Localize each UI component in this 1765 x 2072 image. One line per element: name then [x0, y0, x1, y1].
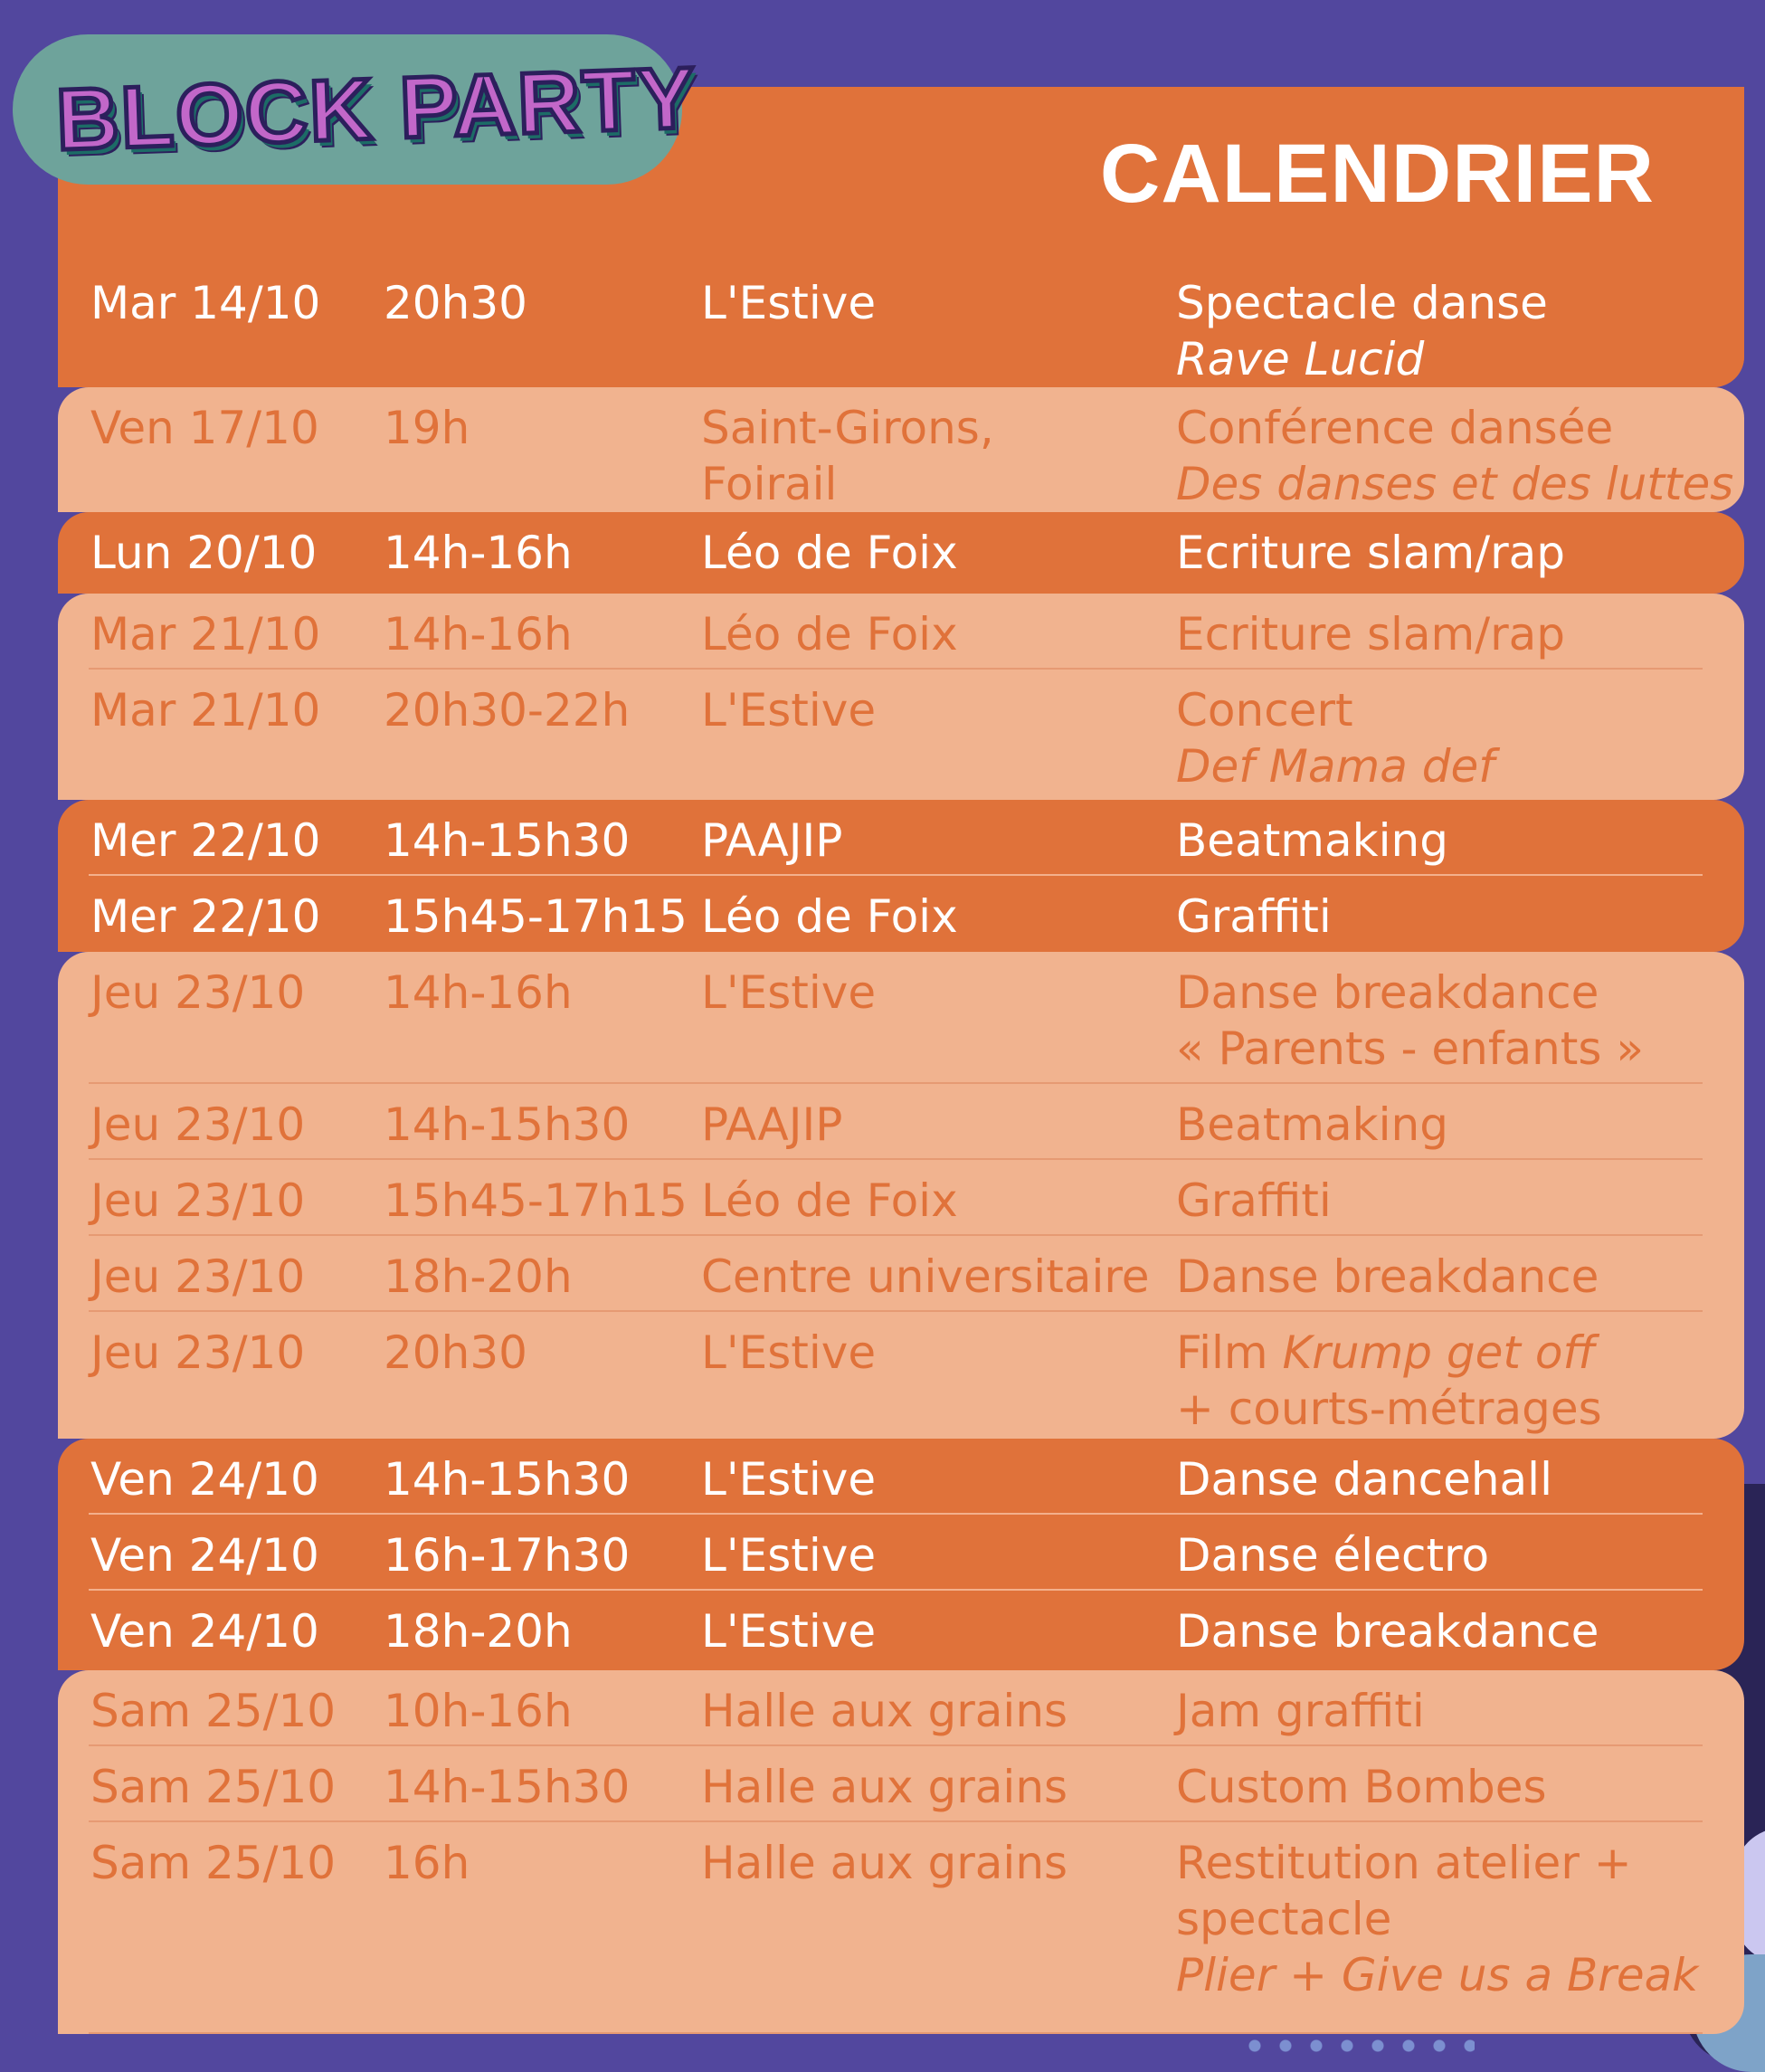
- event-text: Ecriture slam/rap: [1176, 527, 1566, 579]
- event-group: [58, 594, 1744, 800]
- event-title: [1176, 1683, 1425, 1739]
- event-time: 14h-15h30: [384, 1453, 631, 1506]
- logo: BLOCK PARTY: [54, 49, 698, 169]
- event-line: [1176, 889, 1332, 945]
- event-group: [58, 952, 1744, 1439]
- event-line: [1176, 1891, 1698, 1947]
- event-work-title: Krump get off: [1282, 1326, 1596, 1379]
- venue-line: L'Estive: [701, 277, 877, 329]
- event-time: 14h-15h30: [384, 1098, 631, 1151]
- event-venue: [701, 1835, 1068, 1891]
- venue-line: Saint-Girons,: [701, 402, 994, 454]
- event-line: [1176, 1527, 1489, 1583]
- event-line: [1176, 1097, 1448, 1153]
- schedule-row: [58, 1160, 1744, 1236]
- schedule-row: [58, 512, 1744, 594]
- event-text: + courts-métrages: [1176, 1383, 1602, 1435]
- event-title: [1176, 682, 1495, 794]
- event-text: Danse breakdance: [1176, 1605, 1599, 1658]
- venue-line: L'Estive: [701, 1529, 877, 1582]
- event-text: Des danses et des luttes: [1176, 458, 1734, 510]
- event-venue: [701, 1173, 958, 1229]
- event-venue: [701, 813, 842, 869]
- event-text: Graffiti: [1176, 890, 1332, 943]
- event-venue: [701, 1249, 1150, 1305]
- event-text: spectacle: [1176, 1893, 1392, 1945]
- event-time: 16h: [384, 1837, 470, 1889]
- venue-line: Léo de Foix: [701, 608, 958, 661]
- event-date: Jeu 23/10: [90, 1326, 306, 1379]
- event-title: [1176, 1325, 1602, 1437]
- schedule-row: [58, 1236, 1744, 1312]
- schedule-row: [58, 1822, 1744, 2034]
- event-title: [1176, 1835, 1698, 2003]
- event-date: Ven 24/10: [90, 1605, 319, 1658]
- venue-line: L'Estive: [701, 1605, 877, 1658]
- event-date: Mar 21/10: [90, 608, 321, 661]
- event-group: [58, 387, 1744, 512]
- event-group: [58, 800, 1744, 952]
- event-line: [1176, 1603, 1599, 1659]
- event-title: [1176, 1173, 1332, 1229]
- event-time: 15h45-17h15: [384, 890, 688, 943]
- event-venue: [701, 1759, 1068, 1815]
- event-text: « Parents - enfants »: [1176, 1022, 1644, 1075]
- event-date: Ven 24/10: [90, 1453, 319, 1506]
- event-line: [1176, 525, 1565, 581]
- event-text: Conférence dansée: [1176, 402, 1614, 454]
- event-time: 18h-20h: [384, 1605, 573, 1658]
- dots-decoration: [1239, 2032, 1475, 2059]
- page-title: CALENDRIER: [1099, 128, 1655, 220]
- venue-line: L'Estive: [701, 966, 877, 1019]
- venue-line: PAAJIP: [701, 1098, 843, 1151]
- event-time: 14h-15h30: [384, 814, 631, 867]
- event-text: Rave Lucid: [1176, 333, 1425, 385]
- event-text: Plier + Give us a Break: [1176, 1949, 1699, 2001]
- event-group: [58, 1670, 1744, 2034]
- schedule-row: [58, 387, 1744, 512]
- event-text: Concert: [1176, 684, 1353, 737]
- event-time: 14h-16h: [384, 966, 573, 1019]
- venue-line: Halle aux grains: [701, 1685, 1068, 1737]
- venue-line: PAAJIP: [701, 814, 843, 867]
- event-line: [1176, 1451, 1552, 1507]
- venue-line: Léo de Foix: [701, 890, 958, 943]
- event-title: [1176, 606, 1565, 662]
- event-title: [1176, 965, 1644, 1077]
- venue-line: Foirail: [701, 458, 838, 510]
- venue-line: Léo de Foix: [701, 527, 958, 579]
- event-line: [1176, 400, 1733, 456]
- schedule-row: [58, 1439, 1744, 1515]
- event-text: Beatmaking: [1176, 1098, 1448, 1151]
- event-work-title: [1176, 331, 1548, 387]
- event-text: Film: [1176, 1326, 1283, 1379]
- event-date: Mer 22/10: [90, 814, 321, 867]
- event-time: 14h-16h: [384, 608, 573, 661]
- event-title: [1176, 1527, 1489, 1583]
- venue-line: Halle aux grains: [701, 1761, 1068, 1813]
- event-group: [58, 1439, 1744, 1670]
- event-venue: [701, 525, 958, 581]
- event-text: Ecriture slam/rap: [1176, 608, 1566, 661]
- event-line: [1176, 1173, 1332, 1229]
- event-date: Jeu 23/10: [90, 1098, 306, 1151]
- venue-line: L'Estive: [701, 1326, 877, 1379]
- event-title: [1176, 1451, 1552, 1507]
- event-title: [1176, 889, 1332, 945]
- event-line: [1176, 1381, 1602, 1437]
- event-line: [1176, 682, 1495, 738]
- event-date: Lun 20/10: [90, 527, 318, 579]
- schedule-row: [58, 670, 1744, 800]
- event-title: [1176, 400, 1733, 512]
- event-text: Spectacle danse: [1176, 277, 1548, 329]
- schedule-row: [58, 1515, 1744, 1591]
- event-venue: [701, 1683, 1068, 1739]
- event-text: Restitution atelier +: [1176, 1837, 1632, 1889]
- event-group: [58, 512, 1744, 594]
- event-date: Mar 21/10: [90, 684, 321, 737]
- event-line: [1176, 1325, 1602, 1381]
- event-work-title: [1176, 1947, 1698, 2003]
- event-text: Danse électro: [1176, 1529, 1490, 1582]
- event-time: 16h-17h30: [384, 1529, 631, 1582]
- event-venue: [701, 1603, 876, 1659]
- event-time: 20h30-22h: [384, 684, 631, 737]
- event-date: Jeu 23/10: [90, 966, 306, 1019]
- event-line: [1176, 1683, 1425, 1739]
- event-text: Danse breakdance: [1176, 1250, 1599, 1303]
- event-text: Jam graffiti: [1176, 1685, 1425, 1737]
- event-title: [1176, 275, 1548, 387]
- venue-line: Halle aux grains: [701, 1837, 1068, 1889]
- event-venue: [701, 965, 876, 1021]
- event-time: 19h: [384, 402, 470, 454]
- event-work-title: [1176, 456, 1733, 512]
- event-title: [1176, 1603, 1599, 1659]
- event-line: [1176, 1835, 1698, 1891]
- event-line: [1176, 965, 1644, 1021]
- event-line: [1176, 1249, 1599, 1305]
- event-line: [1176, 813, 1448, 869]
- event-venue: [701, 889, 958, 945]
- event-venue: [701, 1325, 876, 1381]
- schedule-row: [58, 594, 1744, 670]
- event-text: Beatmaking: [1176, 814, 1448, 867]
- event-title: [1176, 1759, 1547, 1815]
- venue-line: Centre universitaire: [701, 1250, 1150, 1303]
- schedule-row: [58, 1591, 1744, 1670]
- event-date: Sam 25/10: [90, 1685, 337, 1737]
- event-time: 14h-16h: [384, 527, 573, 579]
- row-divider: [89, 2032, 1703, 2034]
- event-line: [1176, 1759, 1547, 1815]
- schedule-row: [58, 952, 1744, 1084]
- event-group: [58, 262, 1744, 387]
- event-text: Graffiti: [1176, 1174, 1332, 1227]
- venue-line: Léo de Foix: [701, 1174, 958, 1227]
- event-date: Ven 17/10: [90, 402, 319, 454]
- venue-line: L'Estive: [701, 1453, 877, 1506]
- event-line: [1176, 606, 1565, 662]
- event-date: Jeu 23/10: [90, 1250, 306, 1303]
- schedule-row: [58, 800, 1744, 876]
- schedule-row: [58, 1746, 1744, 1822]
- event-date: Mer 22/10: [90, 890, 321, 943]
- schedule-row: [58, 1670, 1744, 1746]
- event-text: Def Mama def: [1176, 740, 1495, 793]
- schedule-row: [58, 1312, 1744, 1439]
- event-time: 20h30: [384, 1326, 527, 1379]
- event-line: [1176, 1021, 1644, 1077]
- event-venue: [701, 400, 994, 512]
- event-time: 18h-20h: [384, 1250, 573, 1303]
- event-text: Danse dancehall: [1176, 1453, 1552, 1506]
- event-date: Sam 25/10: [90, 1837, 337, 1889]
- schedule-row: [58, 876, 1744, 952]
- event-text: Danse breakdance: [1176, 966, 1599, 1019]
- event-date: Mar 14/10: [90, 277, 321, 329]
- event-title: [1176, 525, 1565, 581]
- event-time: 15h45-17h15: [384, 1174, 688, 1227]
- event-title: [1176, 1249, 1599, 1305]
- event-time: 20h30: [384, 277, 527, 329]
- event-date: Sam 25/10: [90, 1761, 337, 1813]
- event-venue: [701, 606, 958, 662]
- event-venue: [701, 1451, 876, 1507]
- event-date: Ven 24/10: [90, 1529, 319, 1582]
- schedule-row: [58, 1084, 1744, 1160]
- venue-line: L'Estive: [701, 684, 877, 737]
- event-work-title: [1176, 738, 1495, 794]
- event-venue: [701, 1097, 842, 1153]
- event-title: [1176, 813, 1448, 869]
- event-venue: [701, 275, 876, 331]
- event-time: 14h-15h30: [384, 1761, 631, 1813]
- event-date: Jeu 23/10: [90, 1174, 306, 1227]
- event-title: [1176, 1097, 1448, 1153]
- event-text: Custom Bombes: [1176, 1761, 1547, 1813]
- schedule-row: [58, 262, 1744, 387]
- event-venue: [701, 1527, 876, 1583]
- event-venue: [701, 682, 876, 738]
- event-line: [1176, 275, 1548, 331]
- event-time: 10h-16h: [384, 1685, 573, 1737]
